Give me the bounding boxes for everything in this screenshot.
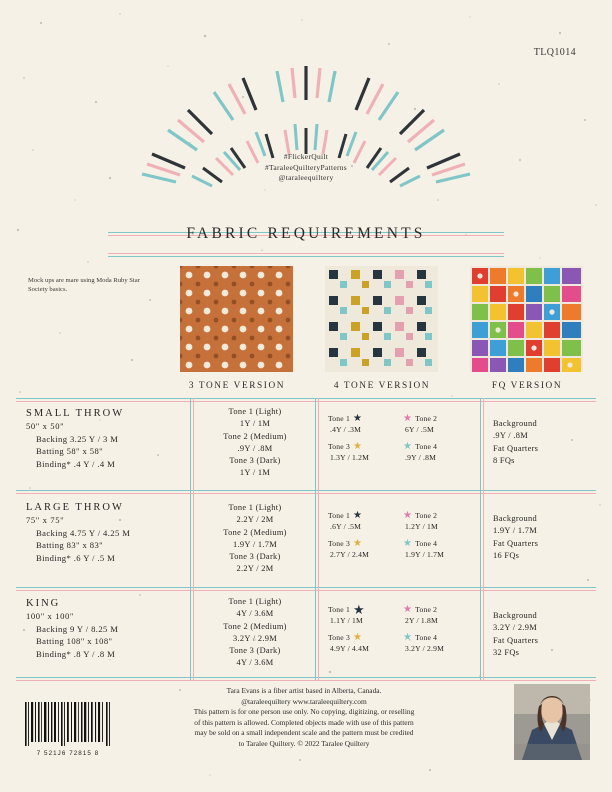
star-icon-teal: ★ (403, 440, 413, 452)
tone3-line-4: 3.2Y / 2.9M (233, 633, 277, 643)
tone4-cell-4 (401, 435, 476, 463)
tone4-name: Tone 2 (415, 511, 438, 520)
table-rule-r1-teal (16, 490, 596, 491)
tone4-name: Tone 2 (415, 414, 438, 423)
tone4-label (403, 632, 474, 643)
tone3-line-2: 4Y / 3.6M (236, 609, 274, 619)
tone4-value: 6Y / .5M (405, 425, 434, 434)
fq-line-2: .9Y / .8M (493, 431, 528, 441)
tone4-cell-2 (401, 510, 476, 532)
tone4-value: .6Y / .5M (330, 522, 362, 531)
page-title: FABRIC REQUIREMENTS (186, 225, 426, 242)
tone4-value: 1.9Y / 1.7M (405, 550, 445, 559)
tone4-cell-1 (326, 510, 401, 532)
tone4-cell-1 (326, 601, 401, 626)
fq-swatch (470, 266, 583, 372)
tone4-value: .4Y / .3M (330, 425, 362, 434)
tone4-label (328, 601, 399, 617)
tone3-line-5: Tone 3 (Dark) (229, 456, 281, 466)
tone4-value: 2.7Y / 2.4M (330, 550, 370, 559)
fq-line-3: Fat Quarters (493, 538, 539, 548)
tone4-cell-2 (401, 413, 476, 435)
tone3-line-2: 2.2Y / 2M (236, 515, 274, 525)
sku-code: TLQ1014 (533, 47, 576, 58)
fq-line-4: 16 FQs (493, 551, 520, 561)
tone4-cell-3 (326, 626, 401, 654)
fq-block-small-throw (493, 418, 593, 468)
tone3-line-3: Tone 2 (Medium) (223, 527, 287, 537)
tone3-line-3: Tone 2 (Medium) (223, 621, 287, 631)
tone3-line-1: Tone 1 (Light) (228, 407, 282, 416)
footer-line-2: @taraleequiltery www.taraleequiltery.com (241, 696, 367, 706)
fq-line-1: Background (493, 514, 537, 523)
tone4-name: Tone 1 (328, 511, 350, 520)
hashtag-line-2: #TaraleeQuilteryPatterns (264, 162, 348, 172)
fq-line-2: 3.2Y / 2.9M (493, 623, 537, 633)
barcode-number: 7 521J6 72815 8 (36, 750, 100, 757)
hashtag-line-3: @taraleequiltery (278, 173, 334, 182)
size-dimensions: 50" x 50" (26, 421, 65, 431)
star-icon-black: ★ (352, 601, 365, 617)
tone4-cell-4 (401, 626, 476, 654)
author-photo (514, 684, 590, 760)
tone4-name: Tone 1 (328, 605, 350, 614)
fq-block-king (493, 610, 593, 660)
tone4-name: Tone 4 (415, 539, 438, 548)
fq-line-1: Background (493, 419, 537, 428)
tone4-cell-3 (326, 435, 401, 463)
tone3-line-6: 4Y / 3.6M (236, 658, 274, 668)
tone4-cell-4 (401, 532, 476, 560)
table-col-rule-2-teal (315, 398, 316, 680)
tone3-block-king (199, 596, 311, 670)
tone4-label (328, 510, 399, 521)
tone4-value: .9Y / .8M (405, 453, 437, 462)
table-rule-r2-pink (16, 590, 596, 591)
star-icon-teal: ★ (403, 631, 413, 643)
size-dimensions: 75" x 75" (26, 515, 65, 525)
size-batting: Batting 83" x 83" (36, 540, 104, 551)
tone4-label (328, 413, 399, 424)
fq-line-4: 32 FQs (493, 648, 520, 658)
table-rule-top-pink (16, 401, 596, 402)
tone3-block-small-throw (199, 406, 311, 480)
size-backing: Backing 9 Y / 8.25 M (36, 624, 119, 634)
fq-line-3: Fat Quarters (493, 443, 539, 453)
tone4-block-king (326, 601, 476, 654)
tone3-line-5: Tone 3 (Dark) (229, 646, 281, 656)
swatch-caption-4-tone: 4 TONE VERSION (333, 381, 431, 391)
4-tone-swatch (325, 266, 438, 372)
tone4-value: 1.2Y / 1M (405, 522, 438, 531)
star-icon-pink: ★ (403, 412, 413, 424)
tone3-line-2: 1Y / 1M (239, 419, 271, 429)
mockup-note: Mock ups are mare using Moda Ruby Star Society basics. (28, 277, 140, 293)
star-icon-gold: ★ (352, 440, 363, 452)
star-icon-gold: ★ (352, 631, 363, 643)
size-dimensions: 100" x 100" (26, 611, 74, 621)
footer-line-6: to Taralee Quiltery. © 2022 Taralee Quiltery (238, 738, 370, 748)
tone4-name: Tone 4 (415, 442, 438, 451)
size-name: SMALL THROW (26, 408, 125, 419)
tone4-cell-1 (326, 413, 401, 435)
footer-copy (120, 686, 488, 750)
3-tone-swatch (180, 266, 293, 372)
tone3-line-3: Tone 2 (Medium) (223, 431, 287, 441)
table-col-rule-3-pink (483, 398, 484, 680)
tone4-value: 2Y / 1.8M (405, 616, 438, 625)
fq-line-4: 8 FQs (493, 456, 515, 466)
requirements-table (16, 398, 596, 680)
size-name: KING (26, 598, 61, 609)
size-binding: Binding* .8 Y / .8 M (36, 648, 116, 659)
tone4-name: Tone 4 (415, 633, 438, 642)
size-block-small-throw (26, 408, 186, 470)
tone4-label (403, 510, 474, 521)
hashtag-line-1: #FlickerQuilt (283, 152, 329, 161)
size-batting: Batting 108" x 108" (36, 636, 113, 647)
tone4-name: Tone 2 (415, 605, 438, 614)
tone4-label (328, 632, 399, 643)
tone4-value: 1.1Y / 1M (330, 616, 363, 625)
tone3-line-6: 1Y / 1M (239, 468, 271, 478)
tone3-line-4: 1.9Y / 1.7M (233, 539, 277, 549)
size-backing: Backing 3.25 Y / 3 M (36, 434, 119, 444)
star-icon-black: ★ (352, 412, 363, 424)
title-rule-bottom-teal (108, 256, 504, 257)
size-binding: Binding* .4 Y / .4 M (36, 458, 116, 469)
footer-line-3: This pattern is for one person use only. No copying, digitizing, or reselling (193, 707, 415, 717)
tone4-value: 1.3Y / 1.2M (330, 453, 370, 462)
fq-line-1: Background (493, 611, 537, 620)
star-icon-pink: ★ (403, 603, 413, 615)
tone4-name: Tone 3 (328, 633, 350, 642)
hashtag-block (0, 152, 612, 184)
size-block-king (26, 598, 194, 660)
tone4-name: Tone 3 (328, 442, 350, 451)
table-rule-r2-teal (16, 587, 596, 588)
size-block-large-throw (26, 502, 194, 564)
table-rule-top-teal (16, 398, 596, 399)
tone4-value: 4.9Y / 4.4M (330, 644, 370, 653)
tone3-line-6: 2.2Y / 2M (236, 564, 274, 574)
barcode (22, 700, 114, 748)
footer-line-1: Tara Evans is a fiber artist based in Alberta, Canada. (226, 686, 382, 695)
table-col-rule-2-pink (318, 398, 319, 680)
tone4-value: 3.2Y / 2.9M (405, 644, 445, 653)
table-col-rule-3-teal (480, 398, 481, 680)
star-icon-gold: ★ (352, 537, 363, 549)
fq-block-large-throw (493, 513, 593, 563)
tone4-label (403, 413, 474, 424)
swatch-caption-3-tone: 3 TONE VERSION (188, 381, 286, 391)
tone4-label (403, 604, 474, 615)
size-binding: Binding* .6 Y / .5 M (36, 552, 116, 563)
tone4-label (403, 538, 474, 549)
size-batting: Batting 58" x 58" (36, 446, 104, 457)
fq-line-3: Fat Quarters (493, 635, 539, 645)
tone4-block-large-throw (326, 510, 476, 560)
tone4-cell-2 (401, 604, 476, 626)
tone4-label (328, 538, 399, 549)
swatch-caption-fq: FQ VERSION (491, 381, 563, 391)
tone3-block-large-throw (199, 502, 311, 576)
tone3-line-1: Tone 1 (Light) (228, 597, 282, 606)
footer-line-5: may be sold on a small independent scale and the pattern must be credited (194, 728, 414, 738)
title-block (0, 225, 612, 243)
footer-line-4: of this pattern is allowed. Completed objects made with use of this pattern (194, 717, 414, 727)
tone4-block-small-throw (326, 413, 476, 463)
title-rule-bottom-pink (108, 253, 504, 254)
fq-line-2: 1.9Y / 1.7M (493, 526, 537, 536)
star-icon-black: ★ (352, 509, 363, 521)
tone4-label (403, 441, 474, 452)
tone3-line-5: Tone 3 (Dark) (229, 552, 281, 562)
tone4-label (328, 441, 399, 452)
tone3-line-4: .9Y / .8M (237, 443, 273, 453)
size-backing: Backing 4.75 Y / 4.25 M (36, 528, 131, 538)
tone3-line-1: Tone 1 (Light) (228, 503, 282, 512)
table-rule-r1-pink (16, 493, 596, 494)
size-name: LARGE THROW (26, 502, 124, 513)
table-rule-bottom-teal (16, 677, 596, 678)
star-icon-teal: ★ (403, 537, 413, 549)
tone4-name: Tone 3 (328, 539, 350, 548)
star-icon-pink: ★ (403, 509, 413, 521)
table-rule-bottom-pink (16, 680, 596, 681)
tone4-name: Tone 1 (328, 414, 350, 423)
tone4-cell-3 (326, 532, 401, 560)
